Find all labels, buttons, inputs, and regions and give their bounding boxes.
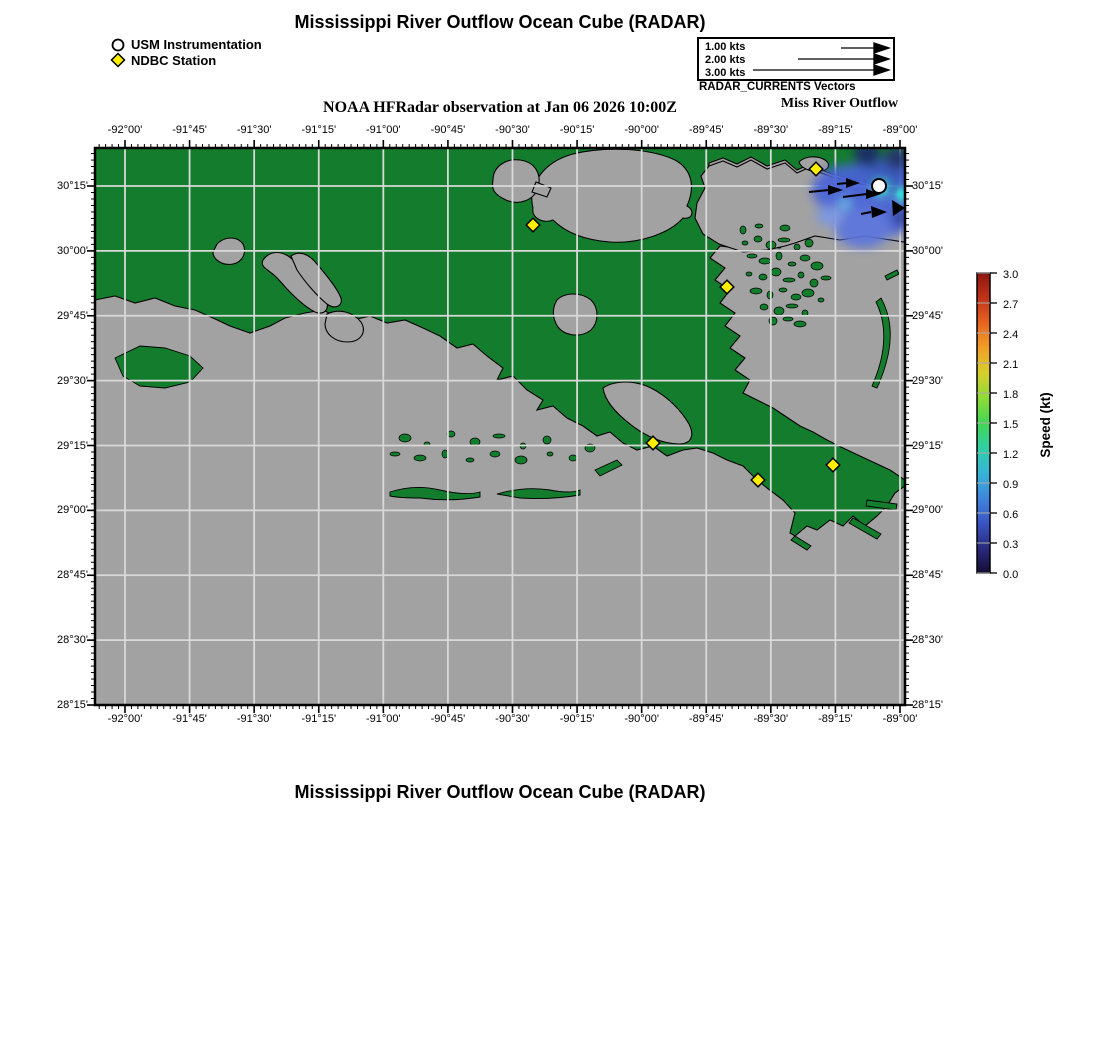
lat-tick-label-left: 30°00' <box>57 244 88 257</box>
vector-scale-box <box>697 37 895 81</box>
lon-tick-label-top: -90°45' <box>430 124 466 136</box>
lat-tick-label-right: 30°00' <box>912 244 943 257</box>
lat-tick-label-right: 28°30' <box>912 634 943 647</box>
scale-arrows <box>699 39 893 79</box>
lon-tick-label-bottom: -89°45' <box>688 713 724 725</box>
lake-salvador <box>553 294 597 335</box>
symbol-legend <box>110 36 262 68</box>
lake-maurepas <box>493 160 540 203</box>
colorbar-tick-label: 2.7 <box>1003 299 1019 311</box>
lon-tick-label-top: -91°00' <box>366 124 401 136</box>
lon-tick-label-bottom: -90°45' <box>430 713 466 725</box>
scale-row-1: 1.00 kts <box>705 41 746 53</box>
usm-circle-icon <box>110 36 127 53</box>
lon-tick-label-bottom: -91°00' <box>366 713 401 725</box>
lat-tick-label-left: 29°15' <box>57 439 88 452</box>
lon-tick-label-bottom: -91°15' <box>301 713 337 725</box>
lat-tick-label-left: 29°00' <box>57 504 88 517</box>
bottom-title: Mississippi River Outflow Ocean Cube (RADAR) <box>294 782 706 802</box>
legend-label-usm: USM Instrumentation <box>131 36 262 52</box>
lon-tick-label-bottom: -90°00' <box>624 713 659 725</box>
lon-tick-label-top: -90°00' <box>624 124 659 136</box>
lon-tick-label-top: -89°30' <box>753 124 789 136</box>
lon-tick-label-top: -92°00' <box>107 124 143 136</box>
map <box>83 136 923 721</box>
legend-label-ndbc: NDBC Station <box>131 52 217 68</box>
ndbc-diamond-icon <box>110 52 127 69</box>
lon-tick-label-top: -90°30' <box>495 124 530 136</box>
lat-tick-label-right: 28°45' <box>912 569 943 582</box>
colorbar-tick-label: 1.5 <box>1003 419 1019 431</box>
scale-row-2: 2.00 kts <box>705 54 746 66</box>
lon-tick-label-bottom: -90°30' <box>495 713 530 725</box>
lat-tick-label-left: 28°15' <box>57 699 88 711</box>
lat-tick-label-left: 28°30' <box>57 634 88 647</box>
lon-tick-label-bottom: -90°15' <box>559 713 595 725</box>
colorbar-tick-label: 0.3 <box>1003 539 1019 551</box>
lon-tick-label-bottom: -89°15' <box>818 713 853 725</box>
lon-tick-label-top: -91°45' <box>172 124 207 136</box>
lat-tick-label-right: 28°15' <box>912 699 943 711</box>
lat-tick-label-left: 29°45' <box>57 309 88 322</box>
observation-subtitle: NOAA HFRadar observation at Jan 06 2026 10:00Z <box>323 99 677 116</box>
lat-tick-label-right: 29°15' <box>912 439 943 452</box>
colorbar-tick-label: 1.8 <box>1003 389 1019 401</box>
colorbar-tick-label: 0.6 <box>1003 509 1019 521</box>
lat-tick-label-right: 30°15' <box>912 180 943 192</box>
lon-tick-label-top: -89°00' <box>882 124 918 136</box>
colorbar <box>976 271 1002 577</box>
lon-tick-label-bottom: -91°45' <box>172 713 207 725</box>
legend-row-ndbc <box>110 52 262 68</box>
lon-tick-label-top: -91°15' <box>301 124 337 136</box>
lat-tick-label-left: 30°15' <box>57 180 88 192</box>
lon-tick-label-top: -91°30' <box>236 124 272 136</box>
region-label: Miss River Outflow <box>780 96 899 111</box>
lon-tick-label-bottom: -92°00' <box>107 713 143 725</box>
lon-tick-label-top: -89°45' <box>688 124 724 136</box>
legend-row-usm <box>110 36 262 52</box>
colorbar-tick-label: 1.2 <box>1003 449 1019 461</box>
lon-tick-label-bottom: -91°30' <box>236 713 272 725</box>
lat-tick-label-left: 28°45' <box>57 569 88 582</box>
lon-tick-label-bottom: -89°00' <box>882 713 918 725</box>
vector-scale-caption: RADAR_CURRENTS Vectors <box>699 81 856 93</box>
lon-tick-label-top: -89°15' <box>818 124 853 136</box>
lon-tick-label-top: -90°15' <box>559 124 595 136</box>
colorbar-tick-label: 2.4 <box>1003 329 1019 341</box>
colorbar-tick-label: 0.9 <box>1003 479 1019 491</box>
lat-tick-label-left: 29°30' <box>57 374 88 387</box>
colorbar-tick-label: 0.0 <box>1003 569 1019 581</box>
lon-tick-label-bottom: -89°30' <box>753 713 789 725</box>
colorbar-tick-label: 2.1 <box>1003 359 1019 371</box>
lat-tick-label-right: 29°45' <box>912 309 943 322</box>
lat-tick-label-right: 29°30' <box>912 374 943 387</box>
usm-instrumentation-marker <box>872 179 886 193</box>
scale-row-3: 3.00 kts <box>705 67 746 79</box>
page-title: Mississippi River Outflow Ocean Cube (RADAR) <box>294 12 706 32</box>
colorbar-tick-label: 3.0 <box>1003 269 1019 281</box>
lat-tick-label-right: 29°00' <box>912 504 943 517</box>
colorbar-title: Speed (kt) <box>1038 392 1053 458</box>
